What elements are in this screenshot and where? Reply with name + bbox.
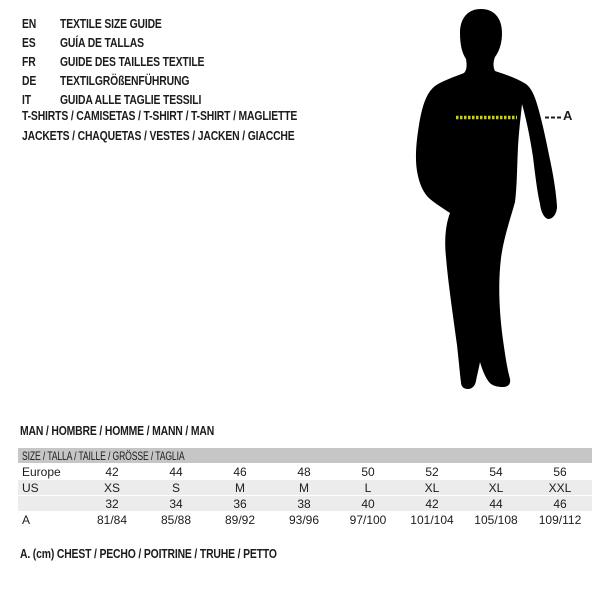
table-cell: 54	[489, 464, 503, 479]
lang-title-it: GUIDA ALLE TAGLIE TESSILI	[60, 92, 202, 107]
table-cell: XL	[464, 480, 528, 495]
lang-row-es	[22, 33, 240, 52]
table-cell: 40	[336, 496, 400, 511]
size-table	[18, 447, 592, 528]
table-cell: 46	[233, 464, 247, 479]
row-label: US	[18, 480, 80, 495]
table-cell: XXL	[528, 480, 592, 495]
table-cell: 44	[464, 496, 528, 511]
table-cell: 46	[528, 496, 592, 511]
table-row-us-numeric	[18, 496, 592, 511]
table-cell: 85/88	[160, 512, 192, 527]
lang-row-en	[22, 14, 240, 33]
table-cell: 105/108	[474, 512, 518, 527]
table-cell: M	[208, 480, 272, 495]
lang-code-de: DE	[22, 73, 37, 88]
lang-title-en: TEXTILE SIZE GUIDE	[60, 16, 162, 31]
table-cell: XL	[400, 480, 464, 495]
size-table-header: SIZE / TALLA / TAILLE / GRÖSSE / TAGLIA	[18, 448, 592, 463]
row-label: A	[22, 512, 31, 527]
table-cell: 42	[105, 464, 119, 479]
table-cell: 32	[80, 496, 144, 511]
table-cell: 93/96	[288, 512, 320, 527]
category-lines	[22, 106, 366, 145]
category-jackets: JACKETS / CHAQUETAS / VESTES / JACKEN / GIACCHE	[22, 127, 295, 143]
lang-code-fr: FR	[22, 54, 36, 69]
section-title-man: MAN / HOMBRE / HOMME / MANN / MAN	[20, 423, 215, 438]
lang-code-es: ES	[22, 35, 36, 50]
table-cell: 109/112	[538, 512, 582, 527]
category-tshirts: T-SHIRTS / CAMISETAS / T-SHIRT / T-SHIRT / MAGLIETTE	[22, 108, 298, 124]
table-cell: 34	[144, 496, 208, 511]
measure-footnote: A. (cm) CHEST / PECHO / POITRINE / TRUHE / PETTO	[20, 546, 277, 561]
row-label	[18, 496, 80, 511]
lang-title-fr: GUIDE DES TAILLES TEXTILE	[60, 54, 205, 69]
table-cell: 36	[208, 496, 272, 511]
language-list	[22, 14, 240, 109]
table-row-europe	[18, 464, 592, 479]
table-row-chest-a	[18, 512, 592, 527]
table-cell: 50	[361, 464, 375, 479]
table-cell: 101/104	[410, 512, 454, 527]
table-cell: 38	[272, 496, 336, 511]
table-cell: S	[144, 480, 208, 495]
table-cell: L	[336, 480, 400, 495]
lang-title-de: TEXTILGRÖßENFÜHRUNG	[60, 73, 190, 88]
row-label: Europe	[22, 464, 61, 479]
man-silhouette	[405, 5, 580, 405]
table-cell: 52	[425, 464, 439, 479]
table-cell: 97/100	[349, 512, 387, 527]
table-cell: 48	[297, 464, 311, 479]
table-cell: 81/84	[96, 512, 128, 527]
lang-row-fr	[22, 52, 240, 71]
table-cell: M	[272, 480, 336, 495]
table-cell: 89/92	[224, 512, 256, 527]
size-table-header-row	[18, 448, 592, 463]
lang-code-it: IT	[22, 92, 31, 107]
table-cell: 44	[169, 464, 183, 479]
table-cell: 56	[553, 464, 567, 479]
table-cell: 42	[400, 496, 464, 511]
lang-title-es: GUÍA DE TALLAS	[60, 35, 144, 50]
table-row-us	[18, 480, 592, 495]
table-cell: XS	[80, 480, 144, 495]
lang-row-de	[22, 71, 240, 90]
measure-label-a: A	[563, 108, 573, 123]
man-silhouette-shape	[416, 9, 557, 389]
lang-code-en: EN	[22, 16, 37, 31]
